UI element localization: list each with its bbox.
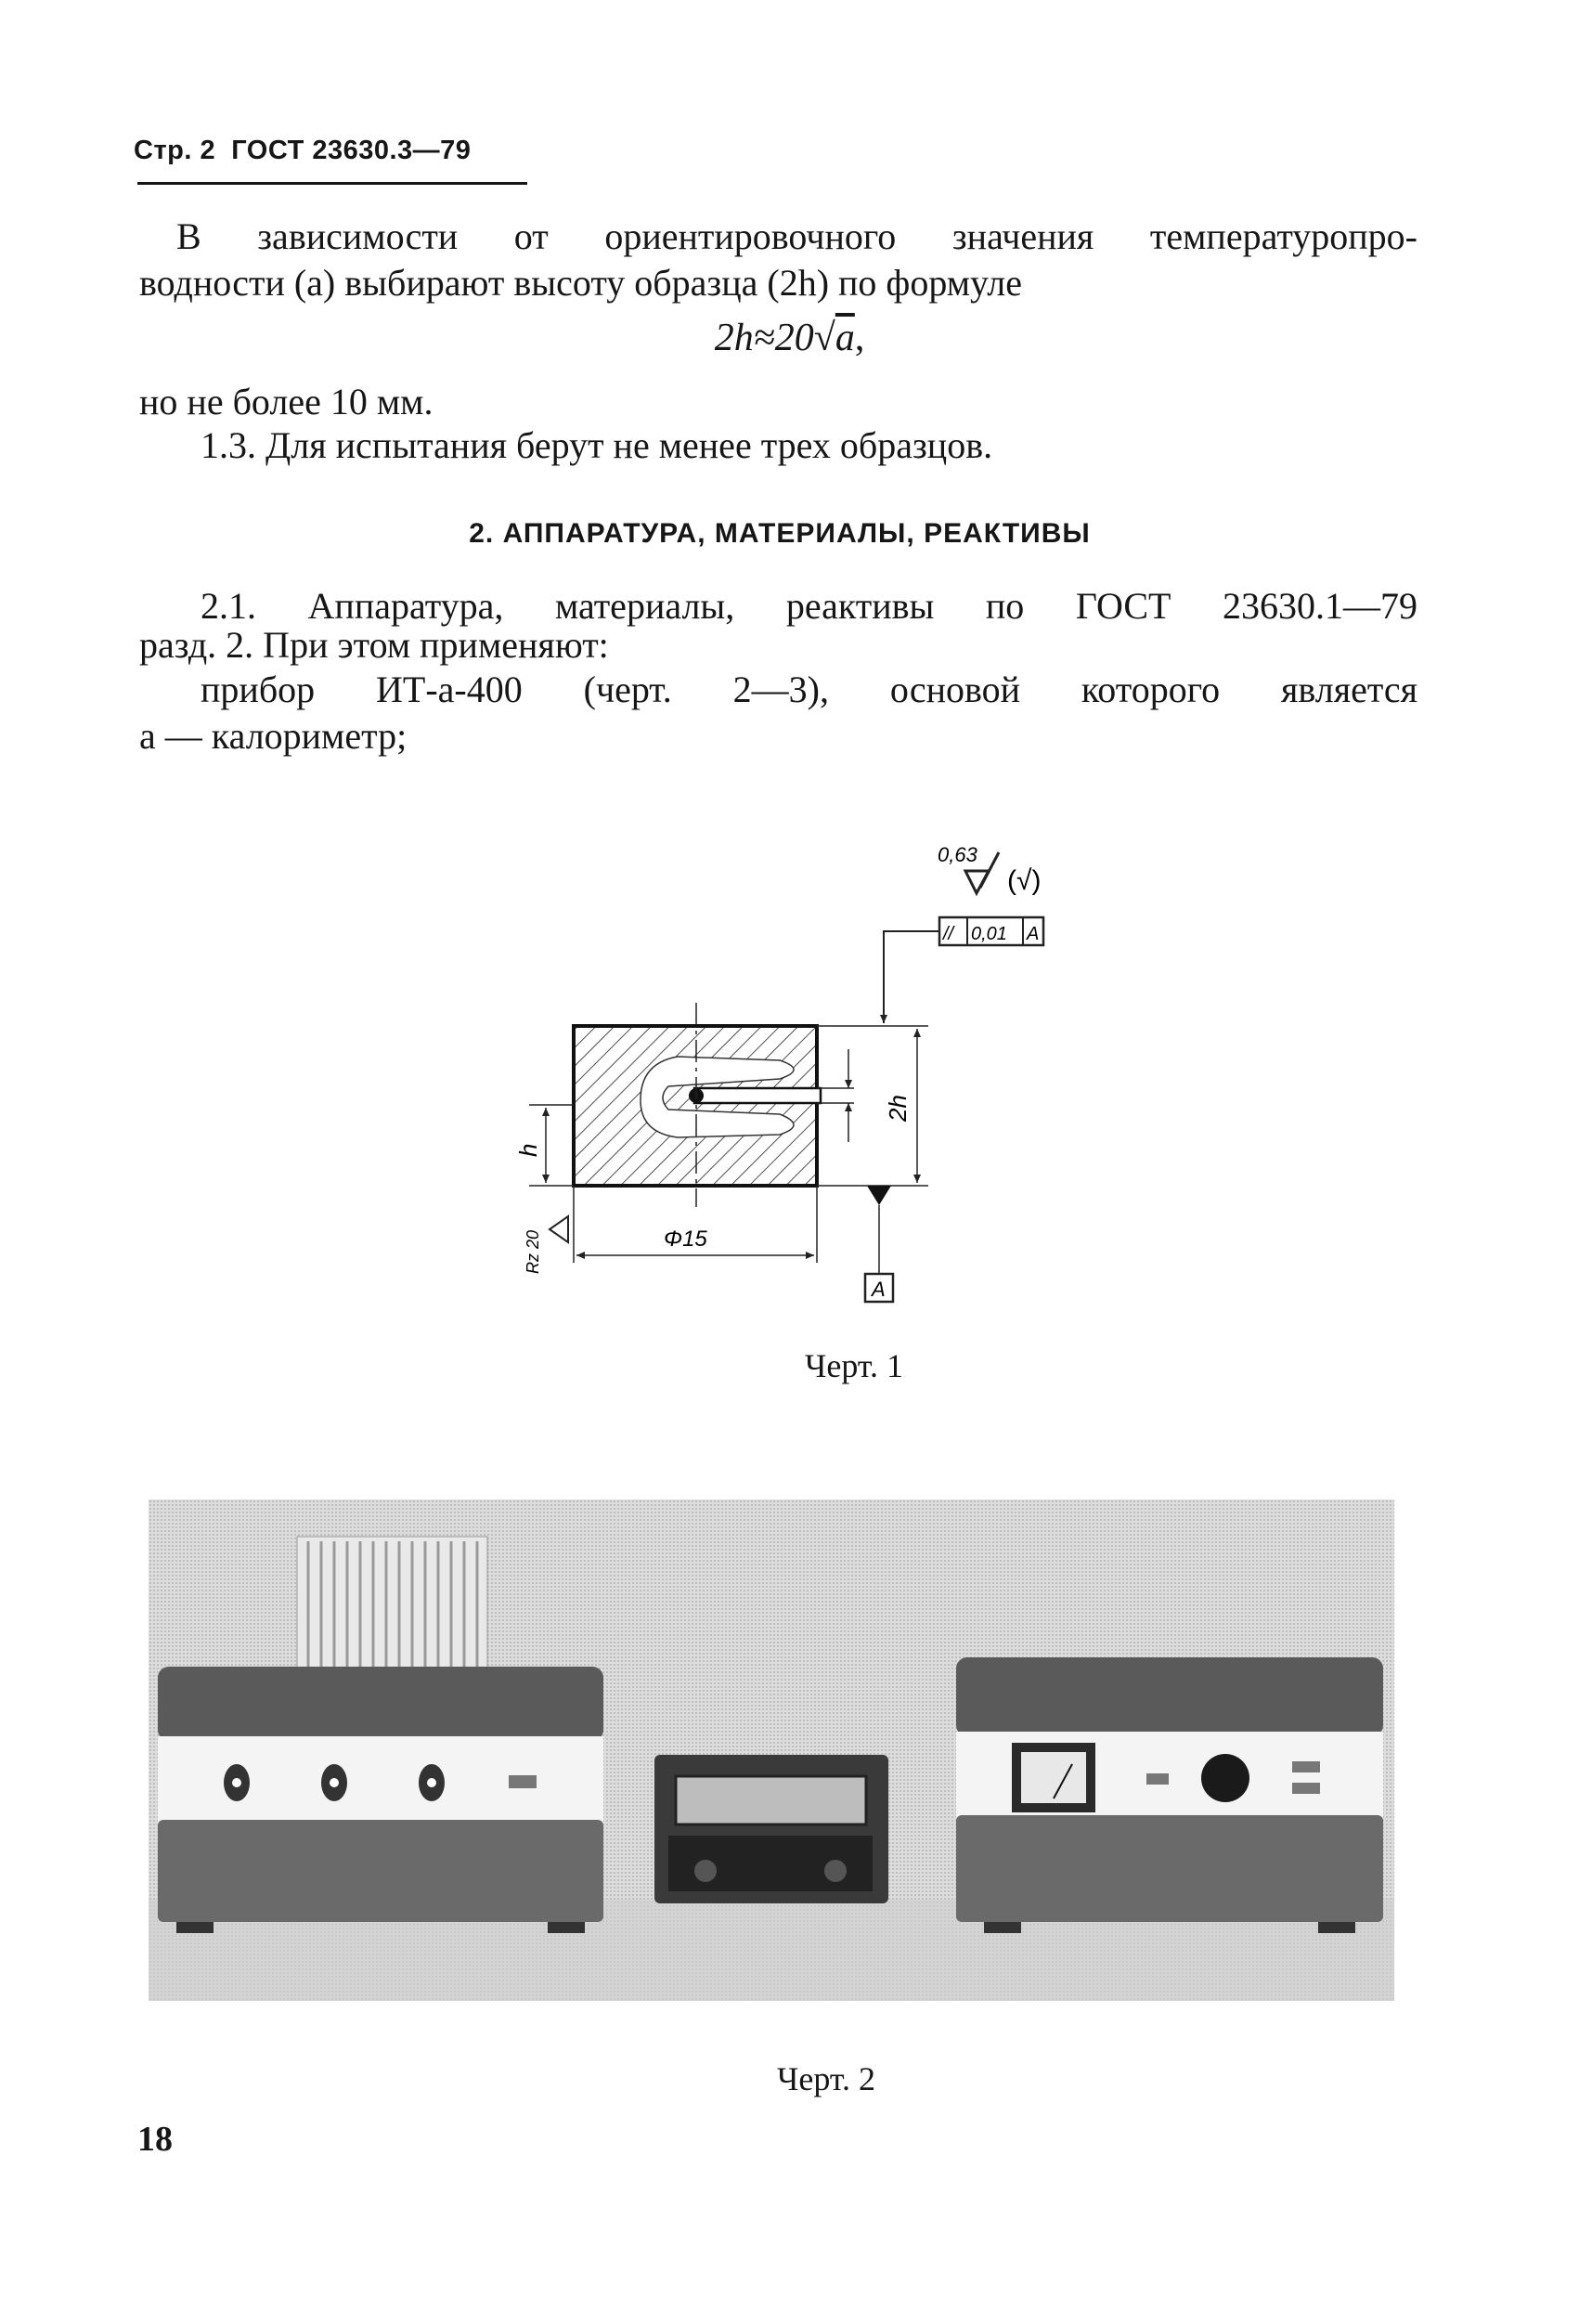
para2: но не более 10 мм.: [139, 381, 434, 422]
header-standard: ГОСТ 23630.3—79: [231, 136, 472, 165]
header-rule: [137, 182, 527, 185]
caption-drawing-1: Черт. 1: [805, 1347, 903, 1384]
page-number: 18: [137, 2120, 173, 2159]
para1-line1: В зависимости от ориентировочного значения температуропро-: [176, 215, 1417, 257]
roughness-label: Rz 20: [524, 1229, 542, 1274]
para1-line2: водности (a) выбирают высоту образца (2h) по формуле: [139, 262, 1022, 304]
item-2-1-line2: разд. 2. При этом применяют:: [139, 624, 609, 666]
tolerance-parallel: //: [943, 924, 954, 944]
item-2-1-line3: прибор ИТ-a-400 (черт. 2—3), основой которого является: [201, 669, 1417, 710]
datum-label: A: [872, 1278, 886, 1301]
technical-drawing: [501, 826, 1077, 1328]
dim-2h: 2h: [884, 1095, 912, 1122]
item-1-3: 1.3. Для испытания берут не менее трех образцов.: [201, 424, 993, 466]
caption-drawing-2: Черт. 2: [777, 2060, 875, 2097]
formula-lhs: 2h≈20: [714, 317, 814, 359]
apparatus-photo: [149, 1500, 1394, 2001]
item-2-1-line1: 2.1. Аппаратура, материалы, реактивы по ГОСТ 23630.1—79: [201, 585, 1417, 627]
tolerance-leader: [884, 931, 939, 1023]
surface-value: 0,63: [938, 843, 977, 866]
specimen-section: [574, 1026, 817, 1186]
running-header: [134, 136, 471, 166]
dim-h: h: [514, 1143, 542, 1157]
tolerance-value: 0,01: [971, 924, 1007, 944]
formula-radical: √: [813, 317, 835, 359]
datum-triangle-icon: [867, 1186, 891, 1205]
surface-paren: (√): [1007, 865, 1042, 896]
item-2-1-line4: a — калориметр;: [139, 715, 408, 757]
tolerance-datum: A: [1027, 924, 1040, 944]
formula-suffix: ,: [854, 317, 865, 359]
dim-diameter: Φ15: [664, 1227, 707, 1252]
formula-radicand: a: [835, 317, 855, 359]
section-title: 2. АППАРАТУРА, МАТЕРИАЛЫ, РЕАКТИВЫ: [469, 518, 1091, 549]
header-page-label: Стр. 2: [134, 136, 216, 165]
surface-finish-icon: [965, 871, 989, 893]
recorder-unit: [654, 1755, 888, 1903]
formula: [0, 316, 1579, 360]
roughness-icon: [550, 1216, 568, 1242]
measuring-unit: [956, 1657, 1383, 1933]
thermocouple-hole: [694, 1088, 821, 1103]
